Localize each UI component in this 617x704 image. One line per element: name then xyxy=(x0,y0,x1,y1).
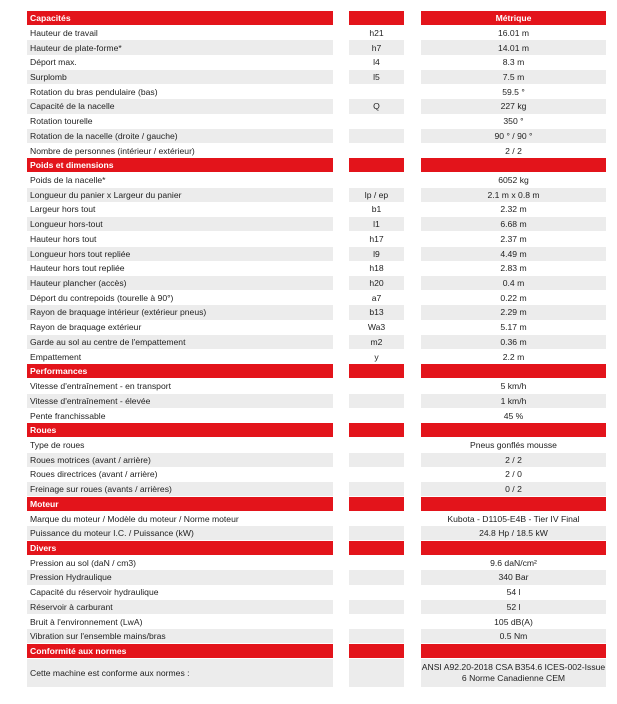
section-title: Conformité aux normes xyxy=(27,644,333,658)
spec-label: Rotation tourelle xyxy=(30,116,93,127)
spec-code: m2 xyxy=(349,335,404,349)
section-title: Divers xyxy=(27,541,333,555)
table-row xyxy=(0,114,617,128)
spec-value: 59.5 ° xyxy=(502,86,525,97)
spec-code xyxy=(349,482,404,496)
spec-label: Poids de la nacelle* xyxy=(30,175,106,185)
spec-value: 5.17 m xyxy=(500,322,527,333)
table-row xyxy=(0,394,617,408)
spec-value-line: ANSI A92.20-2018 CSA B354.6 ICES-002-Issue xyxy=(421,661,606,672)
spec-value: 0.22 m xyxy=(500,292,527,303)
table-row xyxy=(0,276,617,290)
spec-code xyxy=(349,644,404,658)
spec-label: Pente franchissable xyxy=(30,410,106,421)
spec-label: Pression Hydraulique xyxy=(27,570,333,584)
section-title: Roues xyxy=(27,423,333,437)
table-row xyxy=(0,629,617,643)
spec-label: Marque du moteur / Modèle du moteur / Norme moteur xyxy=(30,513,239,524)
spec-label: Pression au sol (daN / cm3) xyxy=(30,557,137,568)
spec-label: Roues directrices (avant / arrière) xyxy=(30,469,158,480)
table-row xyxy=(0,247,617,261)
spec-value: 52 l xyxy=(421,600,606,614)
spec-code xyxy=(349,556,404,570)
spec-code xyxy=(349,379,404,393)
spec-code xyxy=(349,129,404,143)
spec-code xyxy=(349,423,404,437)
spec-code xyxy=(349,173,404,187)
spec-value: 5 km/h xyxy=(500,381,527,392)
spec-code: h17 xyxy=(369,233,384,244)
spec-label: Rayon de braquage extérieur xyxy=(30,322,142,333)
spec-value: 4.49 m xyxy=(421,247,606,261)
spec-code xyxy=(349,600,404,614)
spec-value: 2.32 m xyxy=(500,204,527,215)
table-row xyxy=(0,99,617,113)
table-row xyxy=(0,438,617,452)
spec-label: Vitesse d'entraînement - en transport xyxy=(30,381,171,392)
spec-label: Déport du contrepoids (tourelle à 90°) xyxy=(30,292,174,303)
spec-value: 0.36 m xyxy=(421,335,606,349)
table-row xyxy=(0,70,617,84)
spec-code xyxy=(349,11,404,25)
spec-code: h7 xyxy=(349,40,404,54)
spec-code xyxy=(349,497,404,511)
spec-label: Garde au sol au centre de l'empattement xyxy=(27,335,333,349)
spec-code: l5 xyxy=(349,70,404,84)
section-header xyxy=(0,423,617,437)
table-row xyxy=(0,453,617,467)
unit-header xyxy=(421,541,606,555)
spec-code xyxy=(349,570,404,584)
section-title: Performances xyxy=(27,364,333,378)
spec-code: lp / ep xyxy=(349,188,404,202)
spec-value: 6052 kg xyxy=(498,175,529,185)
spec-label: Rotation du bras pendulaire (bas) xyxy=(30,86,158,97)
table-row xyxy=(0,482,617,496)
section-header xyxy=(0,11,617,25)
table-row xyxy=(0,40,617,54)
table-row xyxy=(0,408,617,422)
spec-code xyxy=(349,526,404,540)
spec-code xyxy=(349,511,404,525)
spec-code: l9 xyxy=(349,247,404,261)
spec-value: 2.2 m xyxy=(502,351,525,362)
spec-code: h21 xyxy=(369,27,384,38)
section-title: Poids et dimensions xyxy=(27,158,333,172)
spec-label: Hauteur de travail xyxy=(30,27,98,38)
section-header xyxy=(0,364,617,378)
spec-code xyxy=(349,408,404,422)
spec-value: 16.01 m xyxy=(497,27,530,38)
spec-label: Longueur hors tout repliée xyxy=(27,247,333,261)
spec-value: 90 ° / 90 ° xyxy=(421,129,606,143)
spec-value: 2.83 m xyxy=(500,263,527,274)
table-row xyxy=(0,305,617,319)
spec-code xyxy=(349,541,404,555)
table-row xyxy=(0,511,617,525)
table-row xyxy=(0,129,617,143)
unit-header xyxy=(421,497,606,511)
spec-label: Hauteur hors tout repliée xyxy=(30,263,125,274)
spec-label: Longueur du panier x Largeur du panier xyxy=(27,188,333,202)
spec-value: 2.37 m xyxy=(500,233,527,244)
spec-code xyxy=(349,629,404,643)
spec-code xyxy=(349,143,404,157)
spec-label: Largeur hors tout xyxy=(30,204,96,215)
table-row xyxy=(0,202,617,216)
spec-code: h20 xyxy=(349,276,404,290)
spec-label: Nombre de personnes (intérieur / extérieur) xyxy=(30,145,195,156)
table-row xyxy=(0,335,617,349)
spec-value: 24.8 Hp / 18.5 kW xyxy=(421,526,606,540)
spec-value: 105 dB(A) xyxy=(494,616,533,627)
spec-label: Cette machine est conforme aux normes : xyxy=(27,659,333,687)
spec-value: 2 / 0 xyxy=(505,469,522,480)
spec-label: Bruit à l'environnement (LwA) xyxy=(30,616,143,627)
spec-code xyxy=(349,438,404,452)
spec-code xyxy=(349,114,404,128)
spec-code xyxy=(349,394,404,408)
spec-code: b1 xyxy=(371,204,382,215)
spec-value: 0.4 m xyxy=(421,276,606,290)
spec-code: a7 xyxy=(371,292,382,303)
spec-value: 2.29 m xyxy=(421,305,606,319)
table-row xyxy=(0,55,617,69)
spec-label: Déport max. xyxy=(30,57,77,68)
spec-code: h18 xyxy=(369,263,384,274)
spec-value: 227 kg xyxy=(421,99,606,113)
spec-label: Vitesse d'entraînement - élevée xyxy=(27,394,333,408)
spec-code xyxy=(349,85,404,99)
spec-code: y xyxy=(374,351,379,362)
table-row xyxy=(0,85,617,99)
section-header xyxy=(0,644,617,658)
spec-code: b13 xyxy=(349,305,404,319)
spec-label: Vibration sur l'ensemble mains/bras xyxy=(27,629,333,643)
table-row xyxy=(0,379,617,393)
unit-header xyxy=(421,364,606,378)
table-row xyxy=(0,526,617,540)
spec-value-line: 6 Norme Canadienne CEM xyxy=(461,672,566,683)
spec-code xyxy=(349,158,404,172)
table-row xyxy=(0,26,617,40)
spec-value: 2.1 m x 0.8 m xyxy=(421,188,606,202)
spec-value: 350 ° xyxy=(503,116,524,127)
spec-code: Q xyxy=(349,99,404,113)
unit-header xyxy=(421,158,606,172)
spec-value: Pneus gonflés mousse xyxy=(470,439,557,450)
table-row xyxy=(0,467,617,481)
spec-value: 340 Bar xyxy=(421,570,606,584)
section-header xyxy=(0,541,617,555)
spec-value: 45 % xyxy=(503,410,524,421)
spec-value: 8.3 m xyxy=(502,57,525,68)
spec-label: Capacité du réservoir hydraulique xyxy=(30,587,159,598)
spec-label: Puissance du moteur I.C. / Puissance (kW) xyxy=(27,526,333,540)
spec-label: Réservoir à carburant xyxy=(27,600,333,614)
spec-label: Surplomb xyxy=(27,70,333,84)
table-row xyxy=(0,585,617,599)
table-row xyxy=(0,143,617,157)
table-row xyxy=(0,217,617,231)
spec-value: 6.68 m xyxy=(421,217,606,231)
spec-value: 7.5 m xyxy=(421,70,606,84)
unit-header xyxy=(421,423,606,437)
spec-value: 9.6 daN/cm² xyxy=(490,557,537,568)
table-row xyxy=(0,320,617,334)
spec-code xyxy=(349,467,404,481)
spec-label: Empattement xyxy=(30,351,82,362)
section-header xyxy=(0,497,617,511)
spec-label: Roues motrices (avant / arrière) xyxy=(27,453,333,467)
spec-label: Capacité de la nacelle xyxy=(27,99,333,113)
spec-value: 2 / 2 xyxy=(421,453,606,467)
spec-code xyxy=(349,453,404,467)
spec-label: Freinage sur roues (avants / arrières) xyxy=(27,482,333,496)
spec-value: 2 / 2 xyxy=(505,145,522,156)
unit-header xyxy=(421,644,606,658)
spec-value xyxy=(421,659,606,687)
spec-value: 14.01 m xyxy=(421,40,606,54)
spec-value: Kubota - D1105-E4B - Tier IV Final xyxy=(447,513,580,524)
section-header xyxy=(0,158,617,172)
spec-code xyxy=(349,585,404,599)
unit-header: Métrique xyxy=(421,11,606,25)
table-row xyxy=(0,615,617,629)
spec-value: 0 / 2 xyxy=(421,482,606,496)
spec-value: 0.5 Nm xyxy=(421,629,606,643)
spec-code xyxy=(349,659,404,687)
table-row xyxy=(0,261,617,275)
spec-code: l1 xyxy=(349,217,404,231)
spec-value: 1 km/h xyxy=(421,394,606,408)
table-row xyxy=(0,600,617,614)
spec-value: 54 l xyxy=(506,587,521,598)
spec-code xyxy=(349,615,404,629)
spec-code xyxy=(349,364,404,378)
table-row xyxy=(0,232,617,246)
spec-label: Hauteur de plate-forme* xyxy=(27,40,333,54)
table-row xyxy=(0,173,617,187)
spec-label: Rotation de la nacelle (droite / gauche) xyxy=(27,129,333,143)
table-row xyxy=(0,556,617,570)
spec-label: Type de roues xyxy=(30,439,85,450)
spec-code: Wa3 xyxy=(367,322,386,333)
table-row xyxy=(0,188,617,202)
spec-label: Hauteur hors tout xyxy=(30,233,97,244)
table-row xyxy=(0,291,617,305)
spec-code: l4 xyxy=(373,57,380,68)
spec-label: Rayon de braquage intérieur (extérieur pneus) xyxy=(27,305,333,319)
table-row xyxy=(0,570,617,584)
section-title: Capacités xyxy=(27,11,333,25)
table-row xyxy=(0,350,617,364)
table-row xyxy=(0,659,617,687)
spec-label: Hauteur plancher (accès) xyxy=(27,276,333,290)
section-title: Moteur xyxy=(27,497,333,511)
spec-label: Longueur hors-tout xyxy=(27,217,333,231)
